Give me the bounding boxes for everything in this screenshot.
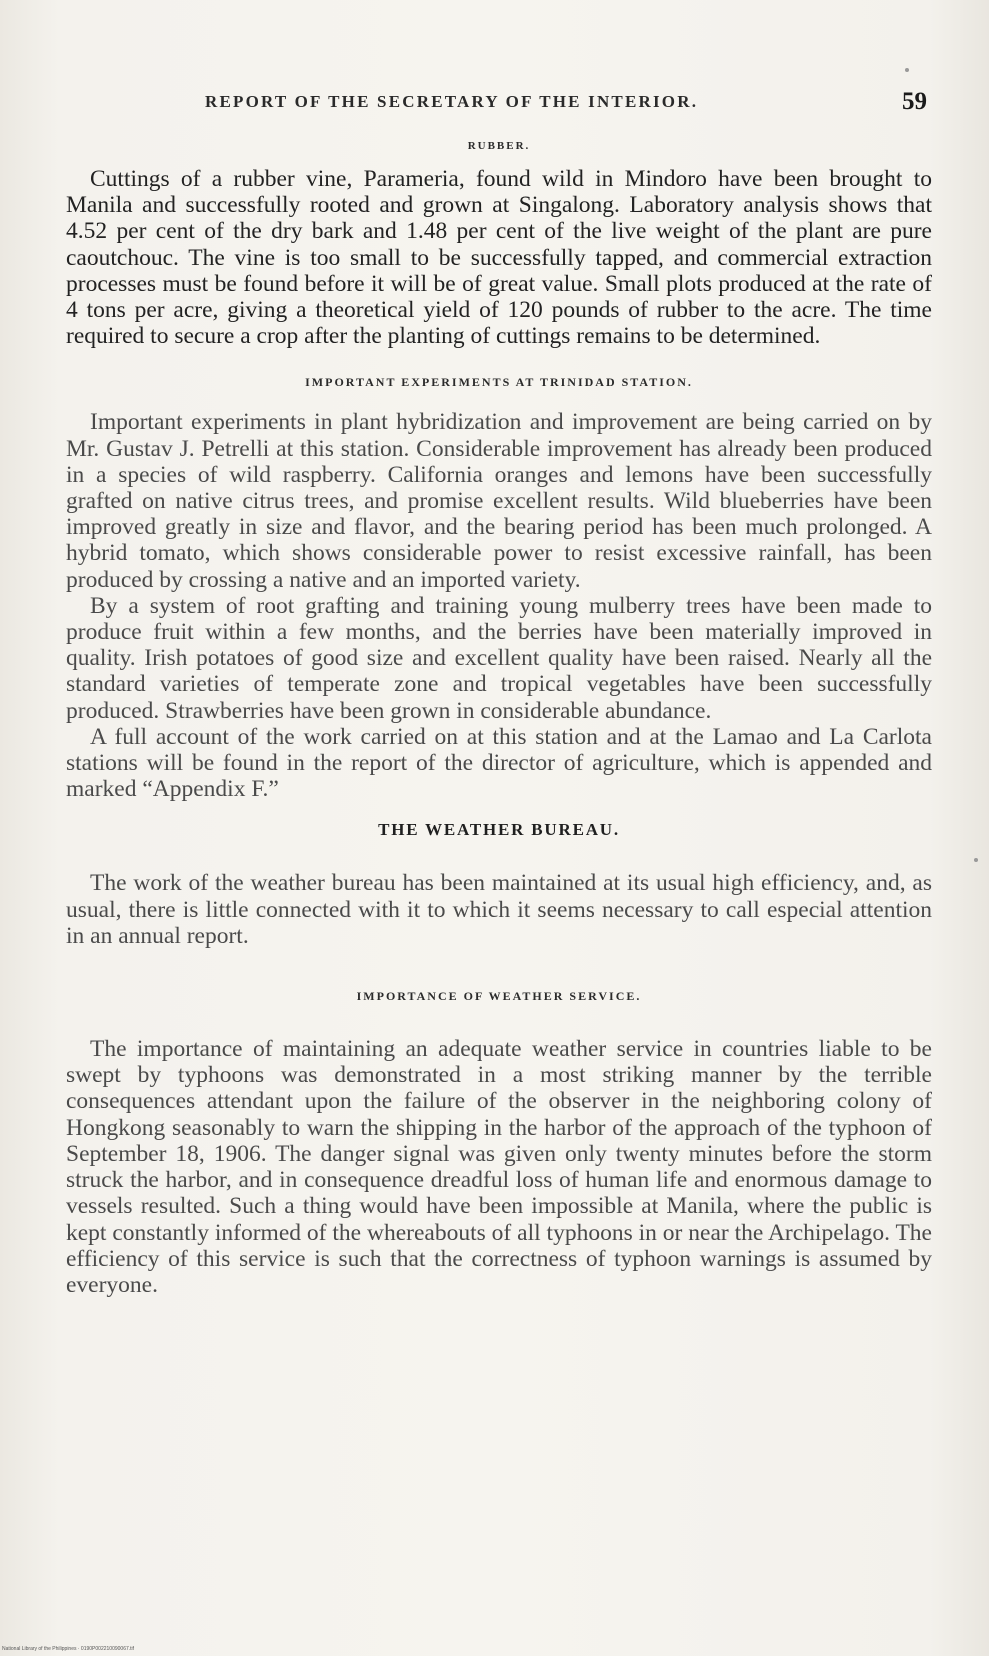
paragraph: The work of the weather bureau has been maintained at its usual high efficiency, and, as usual, there is little connected with it to which it seems necessary to call especial attention in an annual report. (66, 870, 932, 949)
section-trinidad-station (66, 375, 932, 802)
paragraph: Cuttings of a rubber vine, Parameria, found wild in Mindoro have been brought to Manila and successfully rooted and grown at Singalong. Laboratory analysis shows that 4.52 per cent of the dry bark and 1.48 per cent of the live weight of the plant are pure caoutchouc. The vine is too small to be successfully tapped, and commercial extraction processes must be found before it will be of great value. Small plots produced at the rate of 4 tons per acre, giving a theoretical yield of 120 pounds of rubber to the acre. The time required to secure a crop after the planting of cuttings remains to be determined. (66, 166, 932, 350)
section-heading-rubber: RUBBER. (467, 140, 531, 152)
section-heading-weather-bureau: THE WEATHER BUREAU. (378, 820, 620, 840)
paragraph: A full account of the work carried on at this station and at the Lamao and La Carlota stations will be found in the report of the director of agriculture, which is appended and marked “Appendix F.” (66, 723, 932, 803)
scan-speck (974, 858, 978, 862)
section-rubber (66, 140, 932, 349)
page-header (90, 88, 935, 118)
page-body (66, 140, 932, 1298)
section-heading-weather-service: IMPORTANCE OF WEATHER SERVICE. (356, 989, 642, 1004)
running-title: REPORT OF THE SECRETARY OF THE INTERIOR. (205, 92, 699, 111)
page-number: 59 (902, 88, 927, 115)
scan-credit: National Library of the Philippines · 0190P002210090067.tif (2, 1646, 135, 1652)
section-heading-trinidad: IMPORTANT EXPERIMENTS AT TRINIDAD STATION. (305, 375, 693, 390)
paragraph: By a system of root grafting and training young mulberry trees have been made to produce fruit within a few months, and the berries have been materially improved in quality. Irish potatoes of good size and excellent quality have been raised. Nearly all the standard varieties of temperate zone and tropical vegetables have been successfully produced. Strawberries have been grown in considerable abundance. (66, 592, 932, 724)
paragraph: Important experiments in plant hybridization and improvement are being carried on by Mr. Gustav J. Petrelli at this station. Considerable improvement has already been produced in a species of wild raspberry. California oranges and lemons have been successfully grafted on native citrus trees, and promise excellent results. Wild blueberries have been improved greatly in size and flavor, and the bearing period has been much prolonged. A hybrid tomato, which shows considerable power to resist excessive rainfall, has been produced by crossing a native and an imported variety. (66, 409, 932, 593)
paragraph: The importance of maintaining an adequate weather service in countries liable to be swept by typhoons was demonstrated in a most striking manner by the terrible consequences attendant upon the failure of the observer in the neighboring colony of Hongkong seasonably to warn the shipping in the harbor of the approach of the typhoon of September 18, 1906. The danger signal was given only twenty minutes before the storm struck the harbor, and in consequence dreadful loss of human life and enormous damage to vessels resulted. Such a thing would have been impossible at Manila, where the public is kept constantly informed of the whereabouts of all typhoons in or near the Archipelago. The efficiency of this service is such that the correctness of typhoon warnings is assumed by everyone. (66, 1036, 932, 1298)
section-weather-bureau (66, 820, 932, 949)
section-weather-service (66, 989, 932, 1298)
scan-speck (905, 68, 909, 72)
